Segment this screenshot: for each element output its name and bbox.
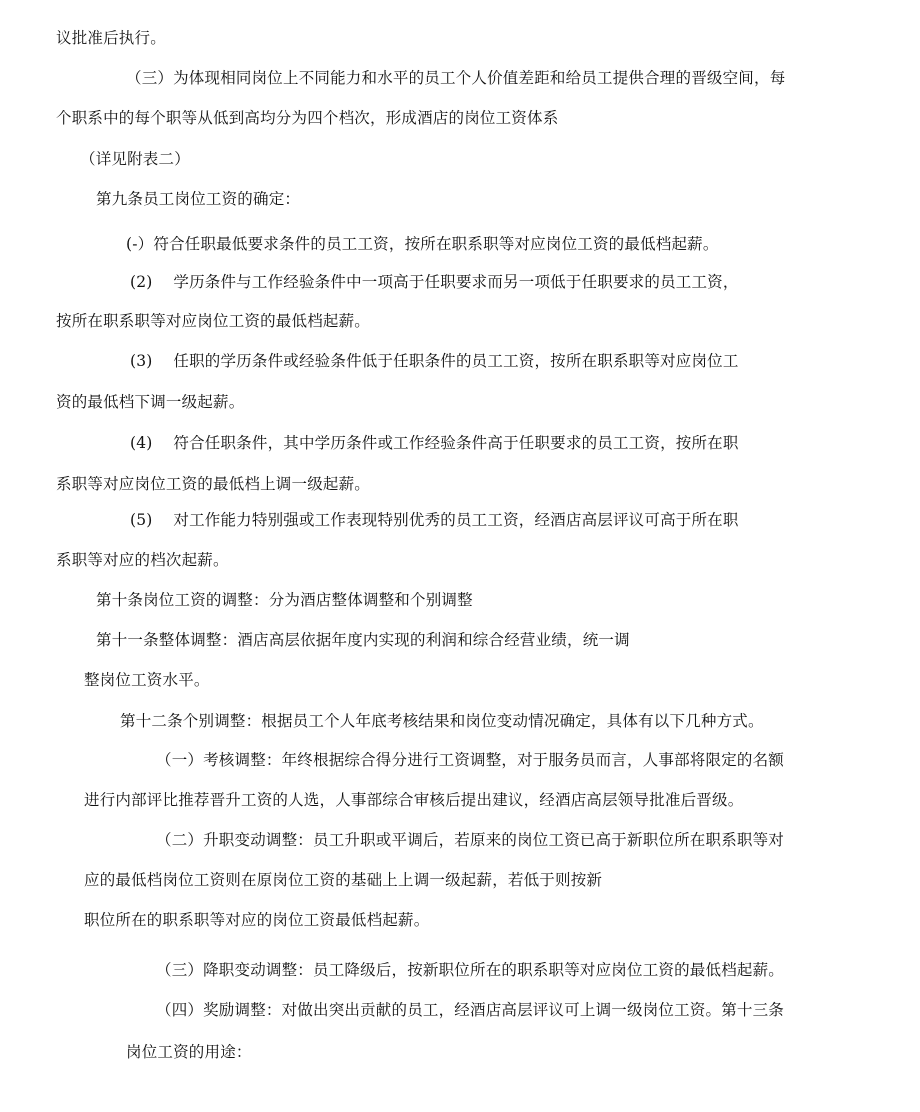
text-line: 系职等对应的档次起薪。: [56, 551, 229, 569]
text-line: （详见附表二）: [80, 150, 190, 168]
text-line: 职位所在的职系职等对应的岗位工资最低档起薪。: [84, 911, 430, 929]
section-heading: 第十条岗位工资的调整：分为酒店整体调整和个别调整: [96, 591, 473, 609]
text-line: 个职系中的每个职等从低到高均分为四个档次，形成酒店的岗位工资体系: [56, 109, 559, 127]
text-line: (4) 符合任职条件，其中学历条件或工作经验条件高于任职要求的员工工资，按所在职: [130, 434, 739, 452]
section-heading: 第十一条整体调整：酒店高层依据年度内实现的利润和综合经营业绩，统一调: [96, 631, 630, 649]
text-line: (5) 对工作能力特别强或工作表现特别优秀的员工工资，经酒店高层评议可高于所在职: [130, 511, 739, 529]
text-line: 整岗位工资水平。: [84, 671, 210, 689]
text-line: （三）为体现相同岗位上不同能力和水平的员工个人价值差距和给员工提供合理的晋级空间，每: [126, 69, 786, 87]
text-line: （一）考核调整：年终根据综合得分进行工资调整，对于服务员而言，人事部将限定的名额: [156, 751, 785, 769]
section-heading: 第九条员工岗位工资的确定：: [96, 190, 301, 208]
text-line: (2) 学历条件与工作经验条件中一项高于任职要求而另一项低于任职要求的员工工资，: [130, 273, 739, 291]
text-line: 岗位工资的用途：: [126, 1043, 252, 1061]
text-line: （二）升职变动调整：员工升职或平调后，若原来的岗位工资已高于新职位所在职系职等对: [156, 831, 785, 849]
text-line: 按所在职系职等对应岗位工资的最低档起薪。: [56, 312, 371, 330]
text-line: 资的最低档下调一级起薪。: [56, 393, 245, 411]
text-line: 应的最低档岗位工资则在原岗位工资的基础上上调一级起薪，若低于则按新: [84, 871, 603, 889]
text-line: 进行内部评比推荐晋升工资的人选，人事部综合审核后提出建议，经酒店高层领导批准后晋级。: [84, 791, 744, 809]
text-line: 系职等对应岗位工资的最低档上调一级起薪。: [56, 475, 371, 493]
section-heading: 第十二条个别调整：根据员工个人年底考核结果和岗位变动情况确定，具体有以下几种方式。: [120, 712, 764, 730]
text-line: （三）降职变动调整：员工降级后，按新职位所在的职系职等对应岗位工资的最低档起薪。: [156, 961, 785, 979]
text-line: （四）奖励调整：对做出突出贡献的员工，经酒店高层评议可上调一级岗位工资。第十三条: [156, 1001, 785, 1019]
text-line: (-）符合任职最低要求条件的员工工资，按所在职系职等对应岗位工资的最低档起薪。: [126, 235, 719, 253]
text-line: 议批准后执行。: [56, 29, 166, 47]
text-line: (3) 任职的学历条件或经验条件低于任职条件的员工工资，按所在职系职等对应岗位工: [130, 352, 739, 370]
